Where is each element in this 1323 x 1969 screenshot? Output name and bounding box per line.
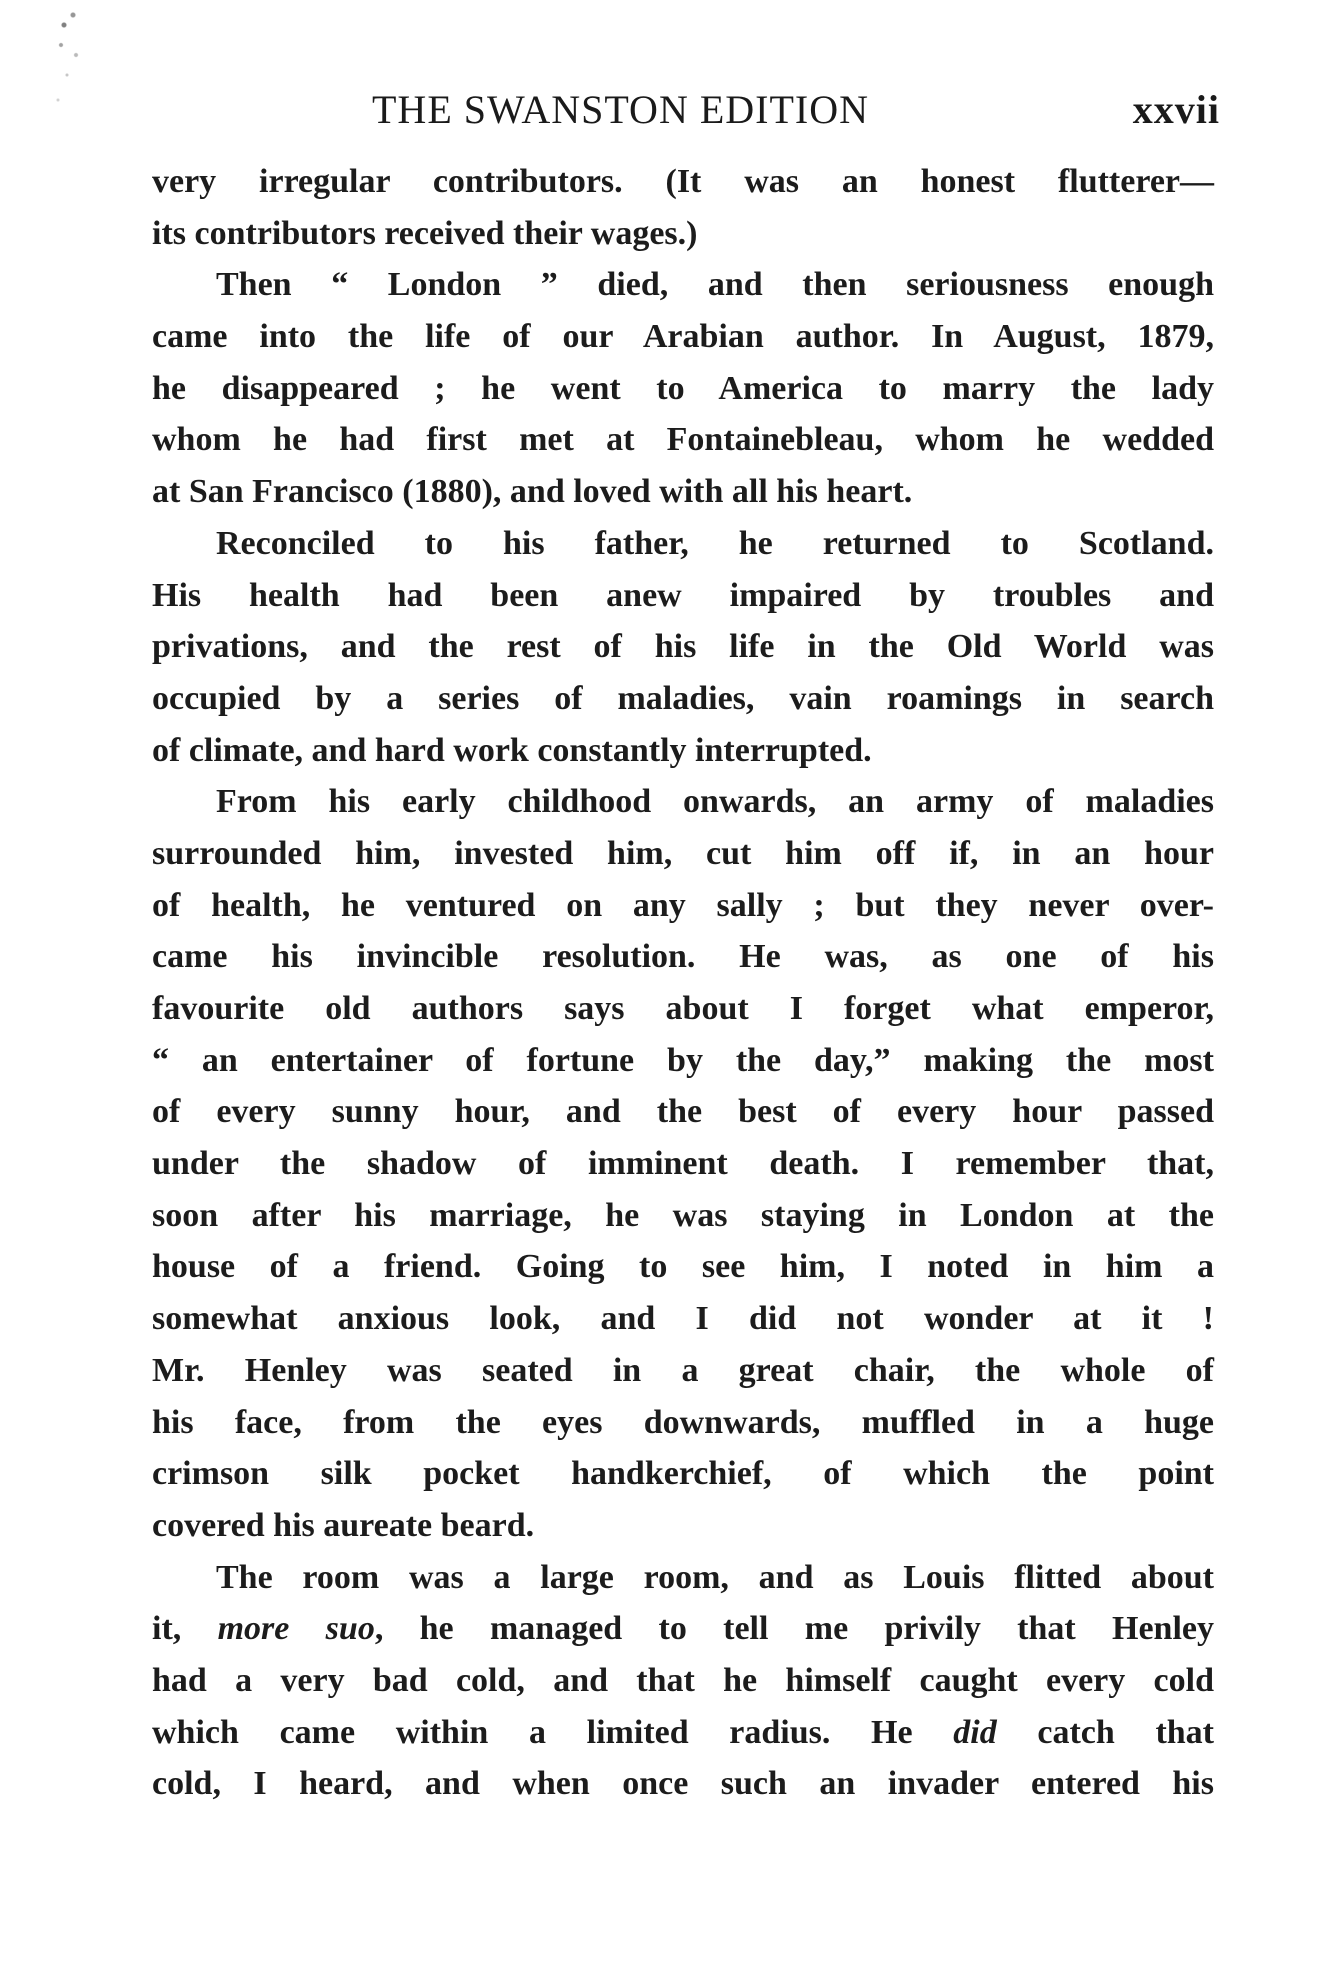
italic-phrase: more suo bbox=[217, 1610, 375, 1648]
text-line: “ an entertainer of fortune by the day,” making the most bbox=[152, 1041, 1214, 1079]
text-line: Reconciled to his father, he returned to Scotland. bbox=[216, 524, 1214, 562]
text-line: of every sunny hour, and the best of every hour passed bbox=[152, 1093, 1214, 1131]
text-line: very irregular contributors. (It was an honest flutterer— bbox=[152, 163, 1214, 200]
text-line: His health had been anew impaired by troubles and bbox=[152, 576, 1214, 614]
text-line bbox=[152, 1603, 1214, 1655]
text-line: somewhat anxious look, and I did not wonder at it ! bbox=[152, 1300, 1214, 1338]
text-line: its contributors received their wages.) bbox=[152, 214, 698, 252]
text-line: The room was a large room, and as Louis flitted about bbox=[216, 1558, 1214, 1596]
text-line: crimson silk pocket handkerchief, of which the point bbox=[152, 1455, 1214, 1493]
text-line: cold, I heard, and when once such an invader entered his bbox=[152, 1765, 1214, 1803]
text-line: came his invincible resolution. He was, as one of his bbox=[152, 938, 1214, 976]
text-line: came into the life of our Arabian author. In August, 1879, bbox=[152, 318, 1214, 356]
text-run: , he managed to tell me privily that Henley bbox=[374, 1610, 1214, 1648]
text-line: Then “ London ” died, and then seriousness enough bbox=[216, 266, 1214, 304]
running-head bbox=[150, 86, 1220, 146]
text-line: soon after his marriage, he was staying in London at the bbox=[152, 1196, 1214, 1234]
text-line: had a very bad cold, and that he himself caught every cold bbox=[152, 1661, 1214, 1699]
text-run: it, bbox=[152, 1610, 218, 1648]
text-line: covered his aureate beard. bbox=[152, 1506, 535, 1544]
text-line: of climate, and hard work constantly interrupted. bbox=[152, 731, 872, 769]
italic-word: did bbox=[953, 1713, 997, 1751]
scan-edge-mark bbox=[52, 0, 112, 250]
text-line: surrounded him, invested him, cut him off if, in an hour bbox=[152, 834, 1214, 872]
text-line: From his early childhood onwards, an army of maladies bbox=[216, 783, 1214, 821]
text-line: under the shadow of imminent death. I remember that, bbox=[152, 1145, 1214, 1183]
body-text bbox=[152, 156, 1214, 1810]
text-run: which came within a limited radius. He bbox=[152, 1713, 954, 1751]
text-line bbox=[152, 1707, 1214, 1759]
text-line: his face, from the eyes downwards, muffled in a huge bbox=[152, 1403, 1214, 1441]
text-line: he disappeared ; he went to America to marry the lady bbox=[152, 369, 1214, 407]
text-run: catch that bbox=[996, 1713, 1214, 1751]
text-line: occupied by a series of maladies, vain roamings in search bbox=[152, 679, 1214, 717]
text-line: privations, and the rest of his life in the Old World was bbox=[152, 628, 1214, 666]
text-line: house of a friend. Going to see him, I noted in him a bbox=[152, 1248, 1214, 1286]
text-line: of health, he ventured on any sally ; but they never over- bbox=[152, 886, 1214, 924]
text-line: favourite old authors says about I forget what emperor, bbox=[152, 990, 1214, 1027]
running-title: THE SWANSTON EDITION bbox=[372, 87, 869, 132]
text-line: Mr. Henley was seated in a great chair, the whole of bbox=[152, 1351, 1214, 1389]
text-line: whom he had first met at Fontainebleau, whom he wedded bbox=[152, 421, 1214, 459]
page-number: xxvii bbox=[1132, 87, 1220, 132]
text-line: at San Francisco (1880), and loved with all his heart. bbox=[152, 473, 913, 511]
